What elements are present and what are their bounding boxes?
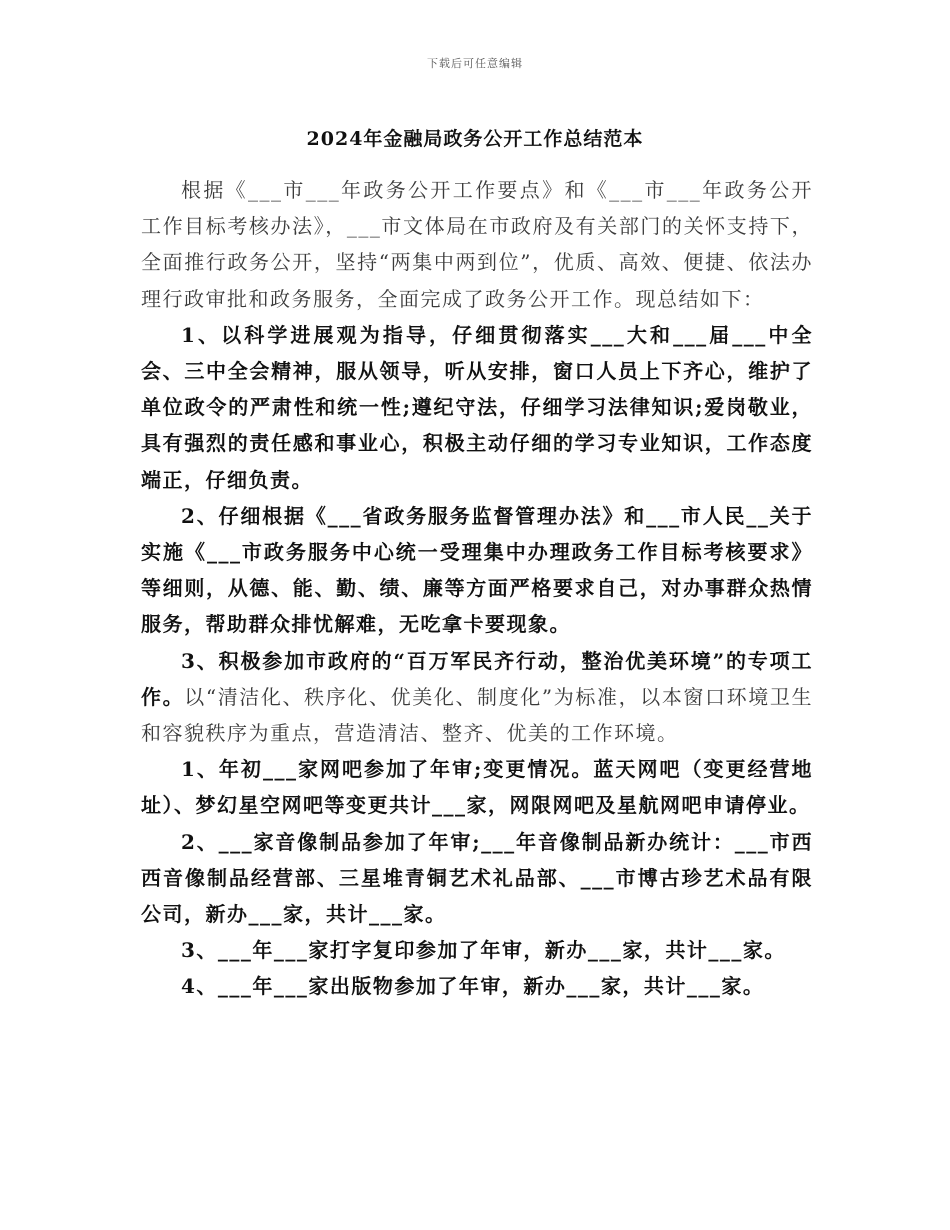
paragraph-text: 以“清洁化、秩序化、优美化、制度化”为标准，以本窗口环境卫生和容貌秩序为重点，营造清洁、整齐、优美的工作环境。 (141, 684, 814, 746)
header-note: 下载后可任意编辑 (427, 57, 523, 70)
paragraph-text: 2、仔细根据《___省政务服务监督管理办法》和___市人民__关于实施《___市政务服务中心统一受理集中办理政务工作目标考核要求》等细则，从德、能、勤、绩、廉等方面严格要求自己，对办事群众热情服务，帮助群众排忧解难，无吃拿卡要现象。 (141, 503, 813, 637)
document-body (141, 172, 813, 1005)
paragraph-text: 3、___年___家打字复印参加了年审，新办___家，共计___家。 (181, 938, 786, 963)
paragraph-text: 4、___年___家出版物参加了年审，新办___家，共计___家。 (181, 974, 765, 999)
paragraph-item-1 (141, 317, 813, 498)
paragraph-item-2 (141, 498, 813, 643)
paragraph-text: 1、以科学进展观为指导，仔细贯彻落实___大和___届___中全会、三中全会精神，服从领导，听从安排，窗口人员上下齐心，维护了单位政令的严肃性和统一性;遵纪守法，仔细学习法律知识;爱岗敬业，具有强烈的责任感和事业心，积极主动仔细的学习专业知识，工作态度端正，仔细负责。 (141, 322, 813, 492)
document-title: 2024年金融局政务公开工作总结范本 (306, 128, 644, 150)
paragraph-sub-item-2 (141, 824, 813, 933)
paragraph-intro (141, 172, 813, 317)
paragraph-text: 2、___家音像制品参加了年审;___年音像制品新办统计：___市西西音像制品经营部、三星堆青铜艺术礼品部、___市博古珍艺术品有限公司，新办___家，共计___家。 (141, 829, 813, 927)
paragraph-sub-item-1 (141, 751, 813, 823)
paragraph-sub-item-3 (141, 932, 813, 968)
paragraph-item-3 (141, 643, 813, 752)
paragraph-sub-item-4 (141, 968, 813, 1004)
paragraph-lead: 3、积极参加市政府的“百万军民齐行动，整治优美环境”的专项工作。 (141, 648, 813, 709)
paragraph-text: 根据《___市___年政务公开工作要点》和《___市___年政务公开工作目标考核办法》，___市文体局在市政府及有关部门的关怀支持下，全面推行政务公开，坚持“两集中两到位”，优质、高效、便捷、依法办理行政审批和政务服务，全面完成了政务公开工作。现总结如下： (141, 178, 813, 311)
paragraph-text: 1、年初___家网吧参加了年审;变更情况。蓝天网吧（变更经营地址）、梦幻星空网吧等变更共计___家，网限网吧及星航网吧申请停业。 (141, 757, 813, 818)
